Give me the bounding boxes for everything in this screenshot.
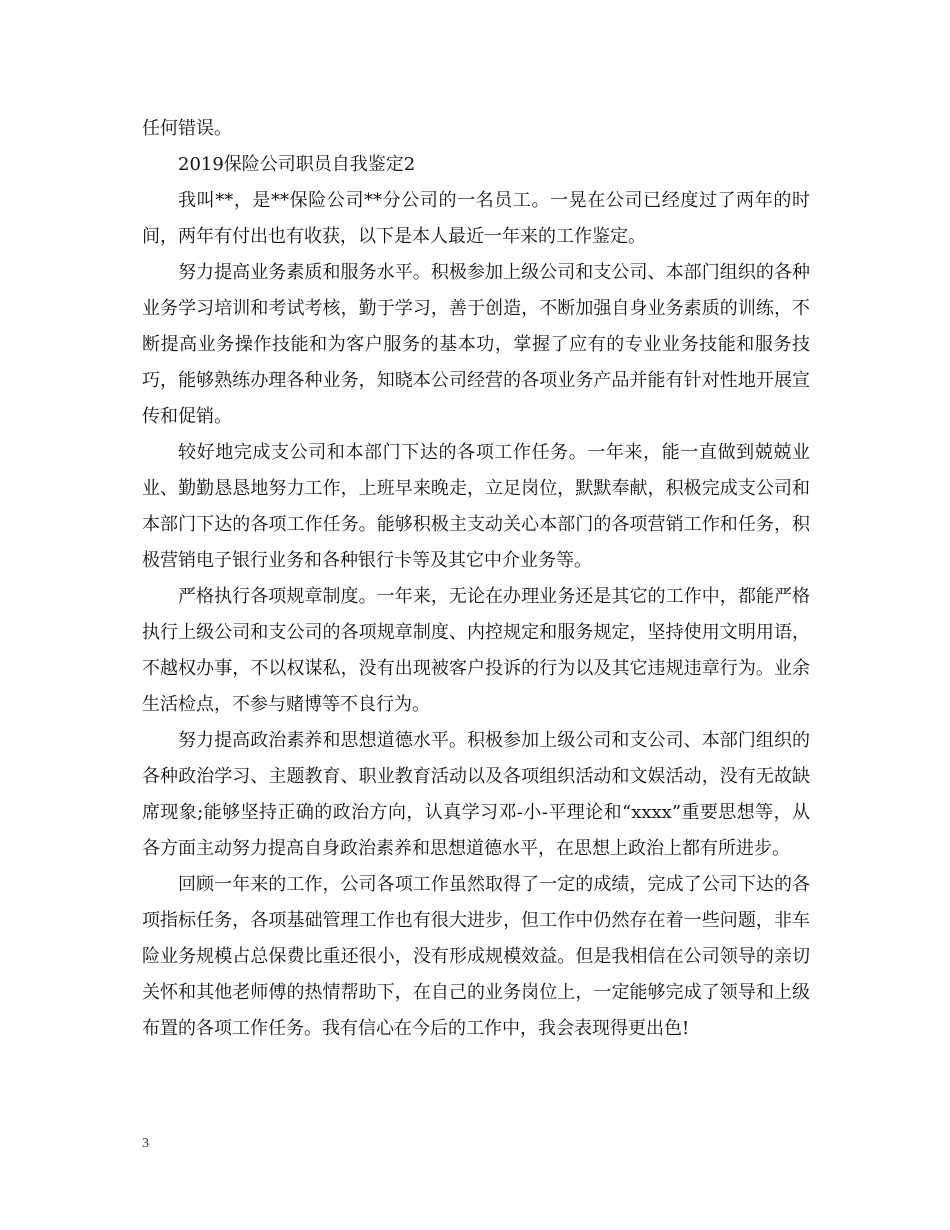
document-body — [142, 111, 810, 1047]
section-heading: 2019保险公司职员自我鉴定2 — [178, 154, 416, 175]
paragraph-political: 努力提高政治素养和思想道德水平。积极参加上级公司和支公司、本部门组织的各种政治学习、主题教育、职业教育活动以及各项组织活动和文娱活动，没有无故缺席现象;能够坚持正确的政治方向，认真学习邓-小-平理论和“xxxx”重要思想等，从各方面主动努力提高自身政治素养和思想道德水平，在思想上政治上都有所进步。 — [142, 730, 810, 859]
paragraph-tasks: 较好地完成支公司和本部门下达的各项工作任务。一年来，能一直做到兢兢业业、勤勤恳恳地努力工作，上班早来晚走，立足岗位，默默奉献，积极完成支公司和本部门下达的各项工作任务。能够积极主支动关心本部门的各项营销工作和任务，积极营销电子银行业务和各种银行卡等及其它中介业务等。 — [142, 442, 810, 571]
paragraph-continuation: 任何错误。 — [142, 118, 232, 139]
paragraph-business-quality: 努力提高业务素质和服务水平。积极参加上级公司和支公司、本部门组织的各种业务学习培训和考试考核，勤于学习，善于创造，不断加强自身业务素质的训练，不断提高业务操作技能和为客户服务的基本功，掌握了应有的专业业务技能和服务技巧，能够熟练办理各种业务，知晓本公司经营的各项业务产品并能有针对性地开展宣传和促销。 — [142, 262, 810, 427]
paragraph-rules: 严格执行各项规章制度。一年来，无论在办理业务还是其它的工作中，都能严格执行上级公司和支公司的各项规章制度、内控规定和服务规定，坚持使用文明用语，不越权办事，不以权谋私，没有出现被客户投诉的行为以及其它违规违章行为。业余生活检点，不参与赌博等不良行为。 — [142, 586, 810, 715]
page-number: 3 — [142, 1136, 149, 1151]
paragraph-intro: 我叫**，是**保险公司**分公司的一名员工。一晃在公司已经度过了两年的时间，两年有付出也有收获，以下是本人最近一年来的工作鉴定。 — [142, 190, 810, 247]
paragraph-review: 回顾一年来的工作，公司各项工作虽然取得了一定的成绩，完成了公司下达的各项指标任务，各项基础管理工作也有很大进步，但工作中仍然存在着一些问题，非车险业务规模占总保费比重还很小，没有形成规模效益。但是我相信在公司领导的亲切关怀和其他老师傅的热情帮助下，在自己的业务岗位上，一定能够完成了领导和上级布置的各项工作任务。我有信心在今后的工作中，我会表现得更出色! — [142, 874, 810, 1039]
